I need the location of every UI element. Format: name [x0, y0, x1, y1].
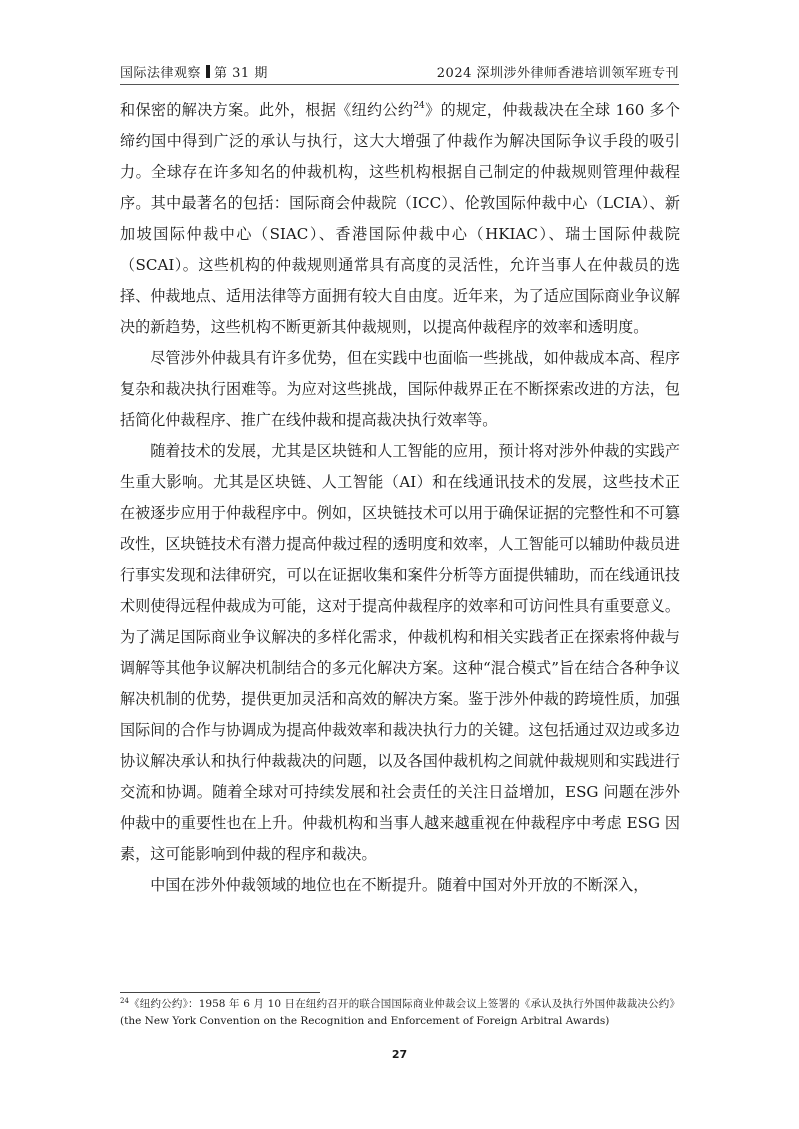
paragraph-1	[120, 95, 680, 343]
special-issue-title: 2024 深圳涉外律师香港培训领军班专刊	[436, 66, 679, 81]
issue-number: 第 31 期	[214, 66, 268, 81]
header-left	[120, 62, 268, 81]
body-text	[120, 95, 680, 901]
header-separator-bar	[206, 65, 210, 78]
paragraph-4: 中国在涉外仲裁领域的地位也在不断提升。随着中国对外开放的不断深入，	[150, 876, 649, 894]
page-number: 27	[391, 1048, 408, 1061]
header-rule	[120, 84, 679, 85]
running-header	[120, 62, 679, 84]
footnote-number: 24	[120, 997, 129, 1005]
paragraph-1-start: 和保密的解决方案。此外，根据《纽约公约	[120, 101, 414, 119]
footnote-text: 《纽约公约》：1958 年 6 月 10 日在纽约召开的联合国国际商业仲裁会议上签署的《承认及执行外国仲裁裁决公约》 (the New York Convention on the Recognition and Enforcement of Foreign Arbitral Awards)	[120, 998, 680, 1027]
footnote-24	[120, 996, 680, 1030]
paragraph-1-rest: 》的规定，仲裁裁决在全球 160 多个缔约国中得到广泛的承认与执行，这大大增强了仲裁作为解决国际争议手段的吸引力。全球存在许多知名的仲裁机构，这些机构根据自己制定的仲裁规则管理仲裁程序。其中最著名的包括：国际商会仲裁院（ICC）、伦敦国际仲裁中心（LCIA）、新加坡国际仲裁中心（SIAC）、香港国际仲裁中心（HKIAC）、瑞士国际仲裁院（SCAI）。这些机构的仲裁规则通常具有高度的灵活性，允许当事人在仲裁员的选择、仲裁地点、适用法律等方面拥有较大自由度。近年来，为了适应国际商业争议解决的新趋势，这些机构不断更新其仲裁规则，以提高仲裁程序的效率和透明度。	[120, 101, 680, 336]
footnote-rule	[120, 992, 320, 993]
journal-title: 国际法律观察	[120, 66, 202, 81]
paragraph-2: 尽管涉外仲裁具有许多优势，但在实践中也面临一些挑战，如仲裁成本高、程序复杂和裁决执行困难等。为应对这些挑战，国际仲裁界正在不断探索改进的方法，包括简化仲裁程序、推广在线仲裁和提高裁决执行效率等。	[120, 349, 680, 429]
paragraph-3: 随着技术的发展，尤其是区块链和人工智能的应用，预计将对涉外仲裁的实践产生重大影响。尤其是区块链、人工智能（AI）和在线通讯技术的发展，这些技术正在被逐步应用于仲裁程序中。例如，区块链技术可以用于确保证据的完整性和不可篡改性，区块链技术有潜力提高仲裁过程的透明度和效率，人工智能可以辅助仲裁员进行事实发现和法律研究，可以在证据收集和案件分析等方面提供辅助，而在线通讯技术则使得远程仲裁成为可能，这对于提高仲裁程序的效率和可访问性具有重要意义。为了满足国际商业争议解决的多样化需求，仲裁机构和相关实践者正在探索将仲裁与调解等其他争议解决机制结合的多元化解决方案。这种“混合模式”旨在结合各种争议解决机制的优势，提供更加灵活和高效的解决方案。鉴于涉外仲裁的跨境性质，加强国际间的合作与协调成为提高仲裁效率和裁决执行力的关键。这包括通过双边或多边协议解决承认和执行仲裁裁决的问题，以及各国仲裁机构之间就仲裁规则和实践进行交流和协调。随着全球对可持续发展和社会责任的关注日益增加，ESG 问题在涉外仲裁中的重要性也在上升。仲裁机构和当事人越来越重视在仲裁程序中考虑 ESG 因素，这可能影响到仲裁的程序和裁决。	[120, 442, 680, 863]
footnote-reference-24[interactable]: 24	[413, 101, 425, 111]
